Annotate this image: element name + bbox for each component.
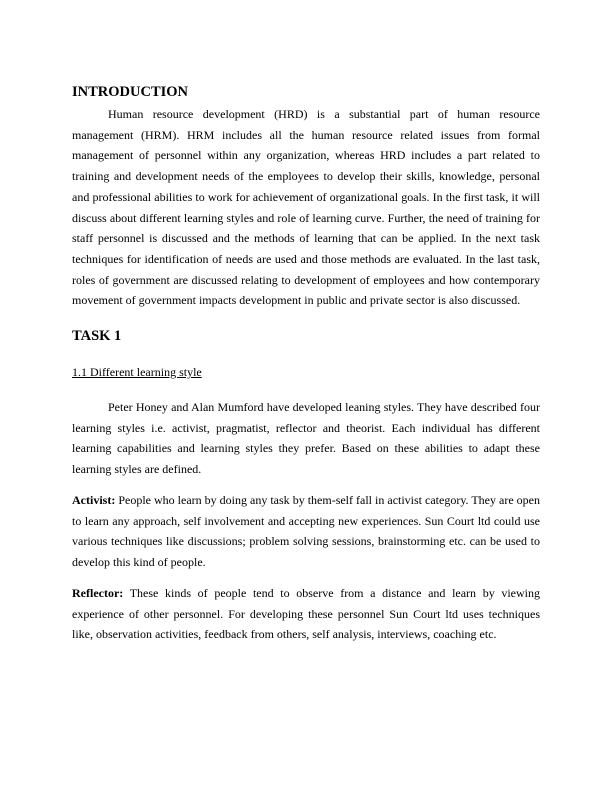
section-1-1-subheading: 1.1 Different learning style	[72, 365, 202, 379]
activist-paragraph	[72, 490, 540, 573]
reflector-paragraph	[72, 583, 540, 645]
activist-label: Activist:	[72, 493, 116, 507]
reflector-label: Reflector:	[72, 586, 124, 600]
learning-styles-paragraph: Peter Honey and Alan Mumford have developed leaning styles. They have described four learning styles i.e. activist, pragmatist, reflector and theorist. Each individual has different learning capabilities and learning styles they prefer. Based on these abilities to adapt these learning styles are defined.	[72, 400, 540, 477]
reflector-text: These kinds of people tend to observe from a distance and learn by viewing experience of other personnel. For developing these personnel Sun Court ltd uses techniques like, observation activities, feedback from others, self analysis, interviews, coaching etc.	[72, 586, 540, 642]
introduction-paragraph: Human resource development (HRD) is a substantial part of human resource management (HRM). HRM includes all the human resource related issues from formal management of personnel within any organization, whereas HRD includes a part related to training and development needs of the employees to develop their skills, knowledge, personal and professional abilities to work for achievement of organizational goals. In the first task, it will discuss about different learning styles and role of learning curve. Further, the need of training for staff personnel is discussed and the methods of learning that can be applied. In the next task techniques for identification of needs are used and those methods are evaluated. In the last task, roles of government are discussed relating to development of employees and how contemporary movement of government impacts development in public and private sector is also discussed.	[72, 107, 540, 308]
activist-text: People who learn by doing any task by them-self fall in activist category. They are open to learn any approach, self involvement and accepting new experiences. Sun Court ltd could use various techniques like discussions; problem solving sessions, brainstorming etc. can be used to develop this kind of people.	[72, 493, 540, 570]
introduction-heading: INTRODUCTION	[72, 84, 189, 100]
task1-heading: TASK 1	[72, 328, 122, 344]
